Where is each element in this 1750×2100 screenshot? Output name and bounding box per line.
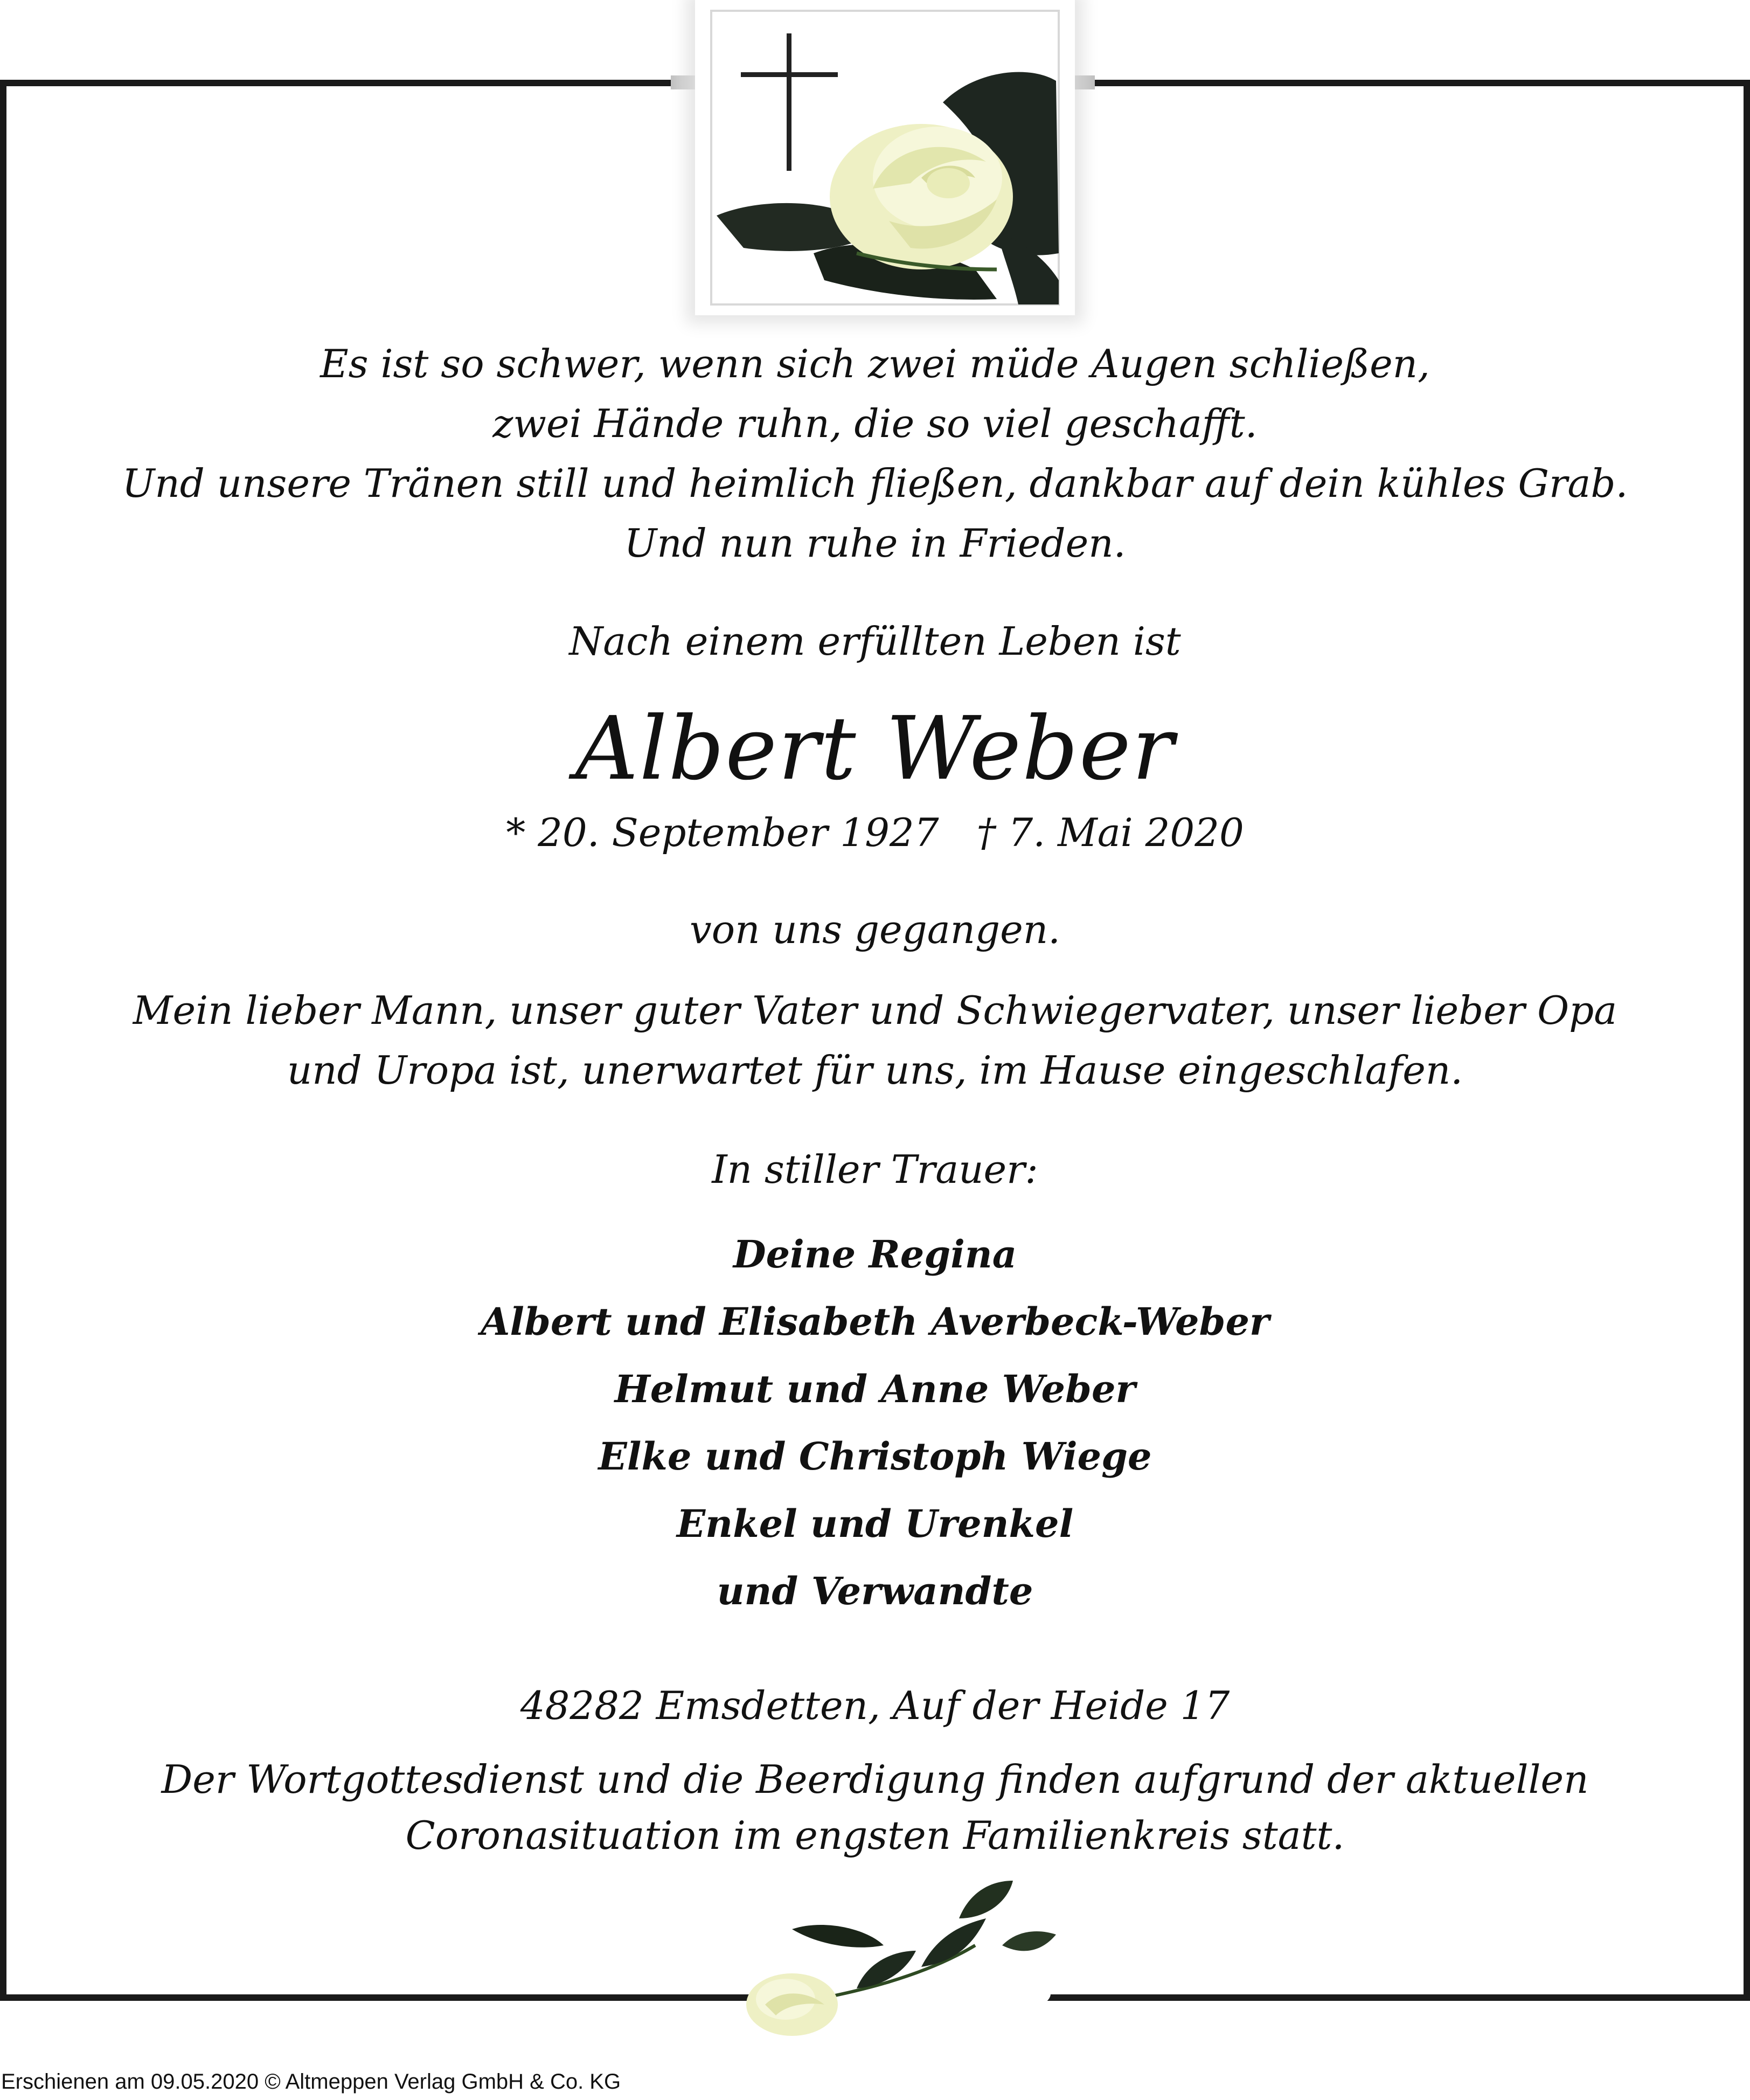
family-list (0, 1221, 1750, 1625)
family-member: Elke und Christoph Wiege (598, 1434, 1152, 1479)
notice-line: Der Wortgottesdienst und die Beerdigung finden aufgrund der aktuellen (161, 1757, 1589, 1802)
funeral-notice (0, 1751, 1750, 1863)
publication-footer: Erschienen am 09.05.2020 © Altmeppen Verlag GmbH & Co. KG (1, 2070, 621, 2094)
deceased-name: Albert Weber (575, 698, 1175, 800)
white-rose (830, 124, 1013, 269)
intro-text: Nach einem erfüllten Leben ist (569, 619, 1181, 664)
family-member: Albert und Elisabeth Averbeck-Weber (481, 1299, 1269, 1344)
message-line: Mein lieber Mann, unser guter Vater und Schwiegervater, unser lieber Opa (133, 988, 1617, 1033)
poem-line: zwei Hände ruhn, die so viel geschafft. (492, 401, 1258, 446)
family-member: Helmut und Anne Weber (614, 1367, 1136, 1411)
poem-line: Und nun ruhe in Frieden. (624, 521, 1126, 566)
family-member: und Verwandte (717, 1569, 1033, 1613)
frame-top-left-line (0, 80, 671, 86)
poem (0, 334, 1750, 573)
death-date: † 7. Mai 2020 (976, 810, 1244, 855)
poem-line: Und unsere Tränen still und heimlich fließen, dankbar auf dein kühles Grab. (122, 461, 1628, 506)
family-member: Deine Regina (733, 1232, 1017, 1277)
birth-date: * 20. September 1927 (506, 810, 939, 855)
cross-horizontal (741, 72, 838, 77)
frame-top-right-line (1095, 80, 1750, 86)
notice-line: Coronasituation im engsten Familienkreis statt. (405, 1813, 1345, 1858)
poem-line: Es ist so schwer, wenn sich zwei müde Augen schließen, (320, 341, 1430, 386)
cross-and-rose-icon (695, 0, 1075, 315)
life-dates (0, 806, 1750, 860)
outro-text: von uns gegangen. (690, 907, 1060, 952)
white-rose-icon (744, 1870, 1067, 2037)
family-member: Enkel und Urenkel (676, 1501, 1074, 1546)
mourning-label: In stiller Trauer: (712, 1147, 1038, 1192)
message (0, 981, 1750, 1100)
address: 48282 Emsdetten, Auf der Heide 17 (520, 1683, 1230, 1728)
cross-rose-emblem (695, 0, 1075, 315)
message-line: und Uropa ist, unerwartet für uns, im Hause eingeschlafen. (287, 1048, 1463, 1093)
cross-vertical (787, 33, 791, 171)
